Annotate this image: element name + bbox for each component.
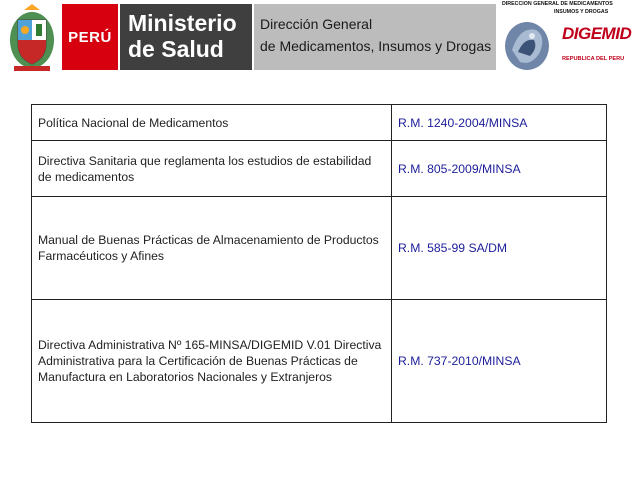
digemid-emblem-icon — [502, 16, 552, 72]
ministry-line-2: de Salud — [128, 36, 224, 62]
digemid-caption-2: INSUMOS Y DROGAS — [554, 9, 609, 15]
ministry-block — [120, 4, 252, 70]
table-row — [32, 105, 607, 141]
table-row — [32, 141, 607, 197]
directorate-line-2: de Medicamentos, Insumos y Drogas — [260, 38, 492, 54]
document-title: Directiva Administrativa Nº 165-MINSA/DIGEMID V.01 Directiva Administrativa para la Certificación de Buenas Prácticas de Manufactura en Laboratorios Nacionales y Extranjeros — [32, 300, 392, 423]
digemid-caption-1: DIRECCION GENERAL DE MEDICAMENTOS — [502, 1, 613, 7]
table-row — [32, 197, 607, 300]
document-title: Manual de Buenas Prácticas de Almacenamiento de Productos Farmacéuticos y Afines — [32, 197, 392, 300]
table-row — [32, 300, 607, 423]
coat-of-arms-icon — [4, 2, 60, 72]
resolution-reference: R.M. 585-99 SA/DM — [392, 197, 607, 300]
resolution-reference: R.M. 805-2009/MINSA — [392, 141, 607, 197]
peru-badge — [62, 4, 118, 70]
resolution-reference: R.M. 737-2010/MINSA — [392, 300, 607, 423]
resolution-reference: R.M. 1240-2004/MINSA — [392, 105, 607, 141]
digemid-logo — [498, 0, 638, 74]
directorate-line-1: Dirección General — [260, 16, 373, 32]
document-title: Directiva Sanitaria que reglamenta los estudios de estabilidad de medicamentos — [32, 141, 392, 197]
digemid-subtitle: REPUBLICA DEL PERU — [562, 56, 625, 62]
ministry-line-1: Ministerio — [128, 10, 237, 36]
directorate-name — [260, 13, 491, 57]
directorate-block — [254, 4, 496, 70]
digemid-name: DIGEMID — [562, 24, 632, 43]
country-label: PERÚ — [68, 28, 112, 46]
regulations-table — [31, 104, 607, 423]
header-banner — [0, 0, 638, 74]
document-title: Política Nacional de Medicamentos — [32, 105, 392, 141]
ministry-name — [128, 10, 237, 62]
